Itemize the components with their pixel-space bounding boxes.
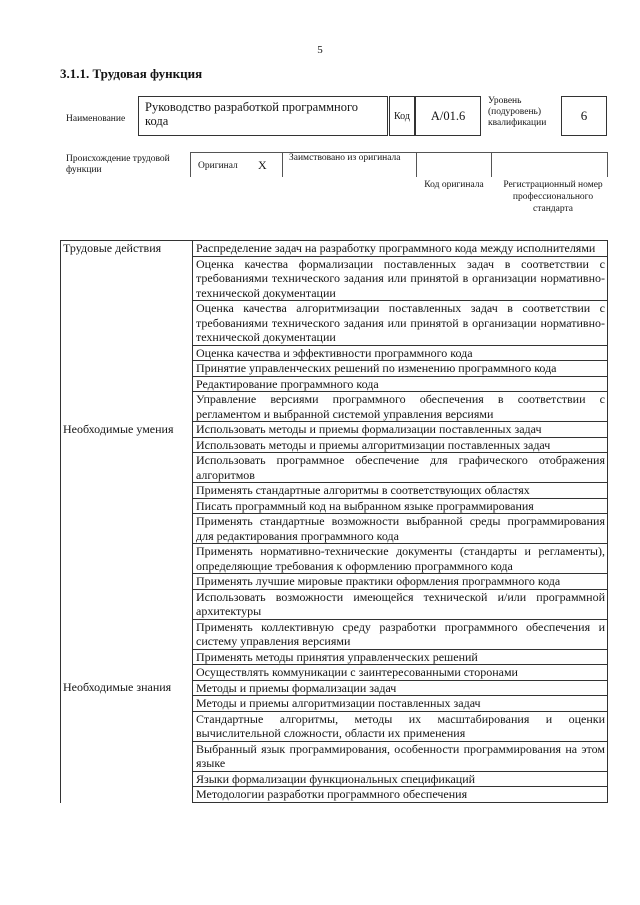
table-left-border	[60, 240, 61, 803]
code-value: A/01.6	[415, 96, 481, 136]
category-cell	[60, 665, 193, 681]
item-text: Применять стандартные алгоритмы в соответствующих областях	[196, 483, 530, 497]
item-cell	[193, 376, 609, 392]
category-cell	[60, 514, 193, 544]
category-cell	[60, 376, 193, 392]
function-table	[60, 240, 608, 803]
category-cell	[60, 544, 193, 574]
table-row	[60, 483, 608, 499]
table-row	[60, 649, 608, 665]
category-cell	[60, 589, 193, 619]
category-cell	[60, 787, 193, 803]
registration-number-caption: Регистрационный номер профессионального стандарта	[503, 180, 603, 214]
table-row	[60, 241, 608, 257]
item-text: Применять методы принятия управленческих решений	[196, 649, 478, 664]
item-cell	[193, 544, 609, 574]
level-label: Уровень (подуровень) квалификации	[488, 96, 547, 128]
category-cell	[60, 619, 193, 649]
item-text: Распределение задач на разработку программного кода между исполнителями	[196, 241, 596, 255]
origin-label: Происхождение трудовой функции	[66, 154, 170, 175]
category-title: Необходимые знания	[63, 680, 172, 694]
table-row	[60, 771, 608, 787]
table-row	[60, 301, 608, 346]
item-text: Осуществлять коммуникации с заинтересованными сторонами	[196, 665, 518, 679]
item-cell	[193, 301, 609, 346]
item-text: Использовать методы и приемы алгоритмизации поставленных задач	[196, 437, 551, 452]
table-right-border	[607, 240, 608, 803]
table-row	[60, 453, 608, 483]
item-cell	[193, 437, 609, 453]
code-label: Код	[389, 96, 415, 136]
item-text: Оценка качества и эффективности программного кода	[196, 345, 473, 360]
category-cell	[60, 696, 193, 712]
table-row	[60, 696, 608, 712]
item-text: Применять нормативно-технические документы (стандарты и регламенты), определяющие требования к оформлению программного кода	[196, 544, 605, 573]
table-row	[60, 345, 608, 361]
function-name-value: Руководство разработкой программного кода	[145, 100, 359, 128]
category-cell	[60, 301, 193, 346]
item-text: Языки формализации функциональных спецификаций	[196, 771, 476, 786]
category-title: Трудовые действия	[63, 241, 162, 255]
category-title: Необходимые умения	[63, 421, 174, 436]
borrowed-label: Заимствовано из оригинала	[289, 153, 401, 163]
item-text: Методы и приемы алгоритмизации поставленных задач	[196, 696, 481, 710]
item-cell	[193, 574, 609, 590]
item-cell	[193, 711, 609, 741]
category-cell	[60, 256, 193, 301]
item-text: Принятие управленческих решений по изменению программного кода	[196, 361, 557, 375]
table-row	[60, 437, 608, 453]
table-row	[60, 711, 608, 741]
item-cell	[193, 345, 609, 361]
item-text: Управление версиями программного обеспечения в соответствии с регламентом и выбранной системой управления версиями	[196, 392, 605, 421]
function-name-box	[138, 96, 388, 136]
category-cell	[60, 422, 193, 438]
item-text: Редактирование программного кода	[196, 376, 379, 391]
category-cell	[60, 453, 193, 483]
table-row	[60, 619, 608, 649]
item-text: Оценка качества алгоритмизации поставленных задач в соответствии с требованиями технического задания или принятой в организации нормативно-технической документации	[196, 301, 605, 344]
page-number: 5	[317, 44, 323, 56]
origin-divider	[416, 152, 417, 177]
item-cell	[193, 649, 609, 665]
table-row	[60, 741, 608, 771]
origin-divider	[607, 152, 608, 177]
item-cell	[193, 589, 609, 619]
table-row	[60, 498, 608, 514]
item-text: Применять лучшие мировые практики оформления программного кода	[196, 574, 561, 588]
origin-divider	[282, 152, 283, 177]
table-row	[60, 589, 608, 619]
item-cell	[193, 741, 609, 771]
table-row	[60, 574, 608, 590]
category-cell	[60, 241, 193, 257]
item-text: Использовать возможности имеющейся технической и/или программной архитектуры	[196, 589, 605, 618]
category-cell	[60, 680, 193, 696]
item-cell	[193, 422, 609, 438]
item-text: Использовать программное обеспечение для графического отображения алгоритмов	[196, 453, 605, 482]
item-text: Выбранный язык программирования, особенности программирования на этом языке	[196, 741, 605, 770]
category-cell	[60, 498, 193, 514]
item-cell	[193, 619, 609, 649]
origin-divider	[491, 152, 492, 177]
table-row	[60, 422, 608, 438]
item-text: Оценка качества формализации поставленных задач в соответствии с требованиями технического задания или принятой в организации нормативно-технической документации	[196, 256, 605, 300]
item-text: Методологии разработки программного обеспечения	[196, 787, 468, 801]
category-cell	[60, 711, 193, 741]
item-cell	[193, 392, 609, 422]
original-label: Оригинал	[198, 161, 238, 171]
table-row	[60, 361, 608, 377]
item-cell	[193, 696, 609, 712]
table-row	[60, 680, 608, 696]
item-cell	[193, 514, 609, 544]
category-cell	[60, 483, 193, 499]
category-cell	[60, 771, 193, 787]
level-value: 6	[561, 96, 607, 136]
item-cell	[193, 498, 609, 514]
item-text: Методы и приемы формализации задач	[196, 680, 397, 695]
item-text: Применять стандартные возможности выбранной среды программирования для редактирования программного кода	[196, 514, 605, 543]
category-cell	[60, 741, 193, 771]
item-cell	[193, 241, 609, 257]
item-cell	[193, 787, 609, 803]
origin-divider	[190, 152, 191, 177]
table-row	[60, 544, 608, 574]
table-row	[60, 376, 608, 392]
table-row	[60, 392, 608, 422]
item-cell	[193, 361, 609, 377]
item-cell	[193, 483, 609, 499]
item-cell	[193, 453, 609, 483]
item-text: Стандартные алгоритмы, методы их масштабирования и оценки вычислительной сложности, области их применения	[196, 711, 605, 740]
item-cell	[193, 771, 609, 787]
item-text: Применять коллективную среду разработки программного обеспечения и систему управления версиями	[196, 619, 605, 648]
item-cell	[193, 665, 609, 681]
name-label: Наименование	[66, 114, 126, 124]
category-cell	[60, 392, 193, 422]
table-row	[60, 514, 608, 544]
section-title: 3.1.1. Трудовая функция	[60, 66, 203, 81]
item-text: Использовать методы и приемы формализации поставленных задач	[196, 422, 542, 436]
category-cell	[60, 649, 193, 665]
table-row	[60, 665, 608, 681]
table-row	[60, 787, 608, 803]
code-original-caption: Код оригинала	[424, 180, 484, 190]
original-mark: X	[258, 158, 267, 172]
category-cell	[60, 345, 193, 361]
item-cell	[193, 680, 609, 696]
category-cell	[60, 437, 193, 453]
item-text: Писать программный код на выбранном языке программирования	[196, 498, 534, 513]
item-cell	[193, 256, 609, 301]
category-cell	[60, 361, 193, 377]
table-row	[60, 256, 608, 301]
category-cell	[60, 574, 193, 590]
